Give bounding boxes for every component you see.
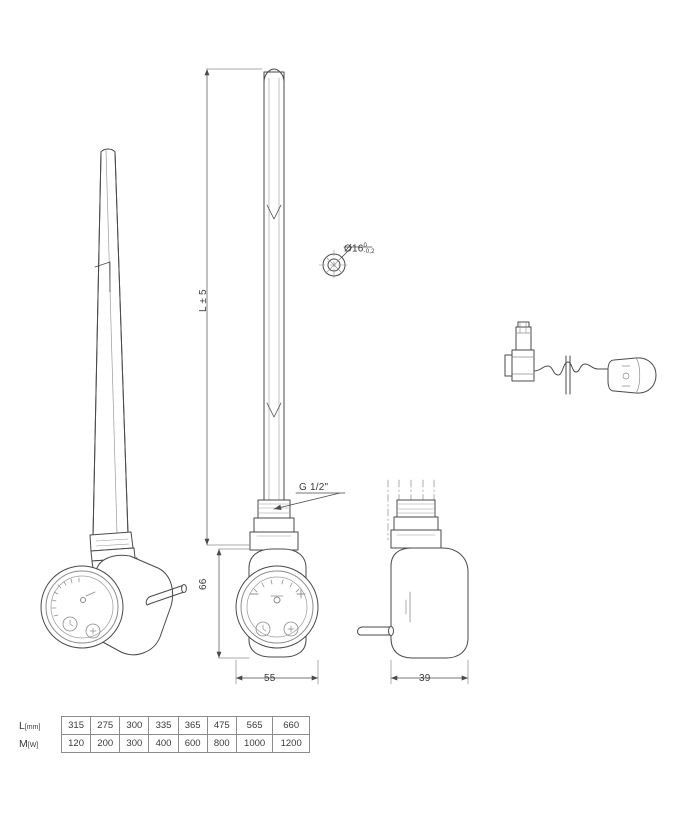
dimension-label-height: 66 — [198, 578, 209, 590]
row-head-power — [18, 735, 62, 753]
diameter-tol-upper: 0 — [363, 243, 368, 249]
row-head-power-symbol: M — [19, 737, 28, 750]
cell-M-3: 400 — [149, 735, 178, 753]
dimension-label-diameter — [344, 243, 375, 255]
cell-L-0: 315 — [62, 717, 91, 735]
cell-M-0: 120 — [62, 735, 91, 753]
cell-L-7: 660 — [273, 717, 310, 735]
diameter-tol-lower: -0,2 — [363, 249, 375, 255]
cell-L-4: 365 — [178, 717, 207, 735]
dimension-label-depth: 39 — [419, 673, 431, 684]
spec-table — [18, 716, 310, 753]
front-view-rod — [264, 69, 284, 520]
cell-L-5: 475 — [207, 717, 236, 735]
cell-M-7: 1200 — [273, 735, 310, 753]
power-cable — [505, 322, 656, 394]
cell-L-2: 300 — [120, 717, 149, 735]
cell-L-6: 565 — [236, 717, 273, 735]
angled-view-rod — [93, 149, 128, 537]
front-view-thread — [250, 500, 298, 550]
dimension-label-length: L ± 5 — [198, 289, 209, 312]
cell-L-1: 275 — [91, 717, 120, 735]
table-row — [18, 735, 310, 753]
front-view-housing — [236, 549, 318, 657]
row-head-length-symbol: L — [19, 719, 25, 732]
table-row — [18, 717, 310, 735]
side-view — [358, 480, 468, 658]
dimension-label-width: 55 — [264, 673, 276, 684]
dimension-label-thread: G 1/2" — [299, 482, 329, 493]
row-head-length — [18, 717, 62, 735]
cell-M-1: 200 — [91, 735, 120, 753]
row-head-length-unit: [mm] — [24, 723, 41, 731]
row-head-power-unit: [W] — [27, 741, 39, 749]
diameter-value: Ø16 — [344, 243, 364, 255]
cell-M-4: 600 — [178, 735, 207, 753]
cell-M-5: 800 — [207, 735, 236, 753]
cell-L-3: 335 — [149, 717, 178, 735]
angled-view-dial — [41, 566, 123, 648]
cell-M-2: 300 — [120, 735, 149, 753]
cell-M-6: 1000 — [236, 735, 273, 753]
